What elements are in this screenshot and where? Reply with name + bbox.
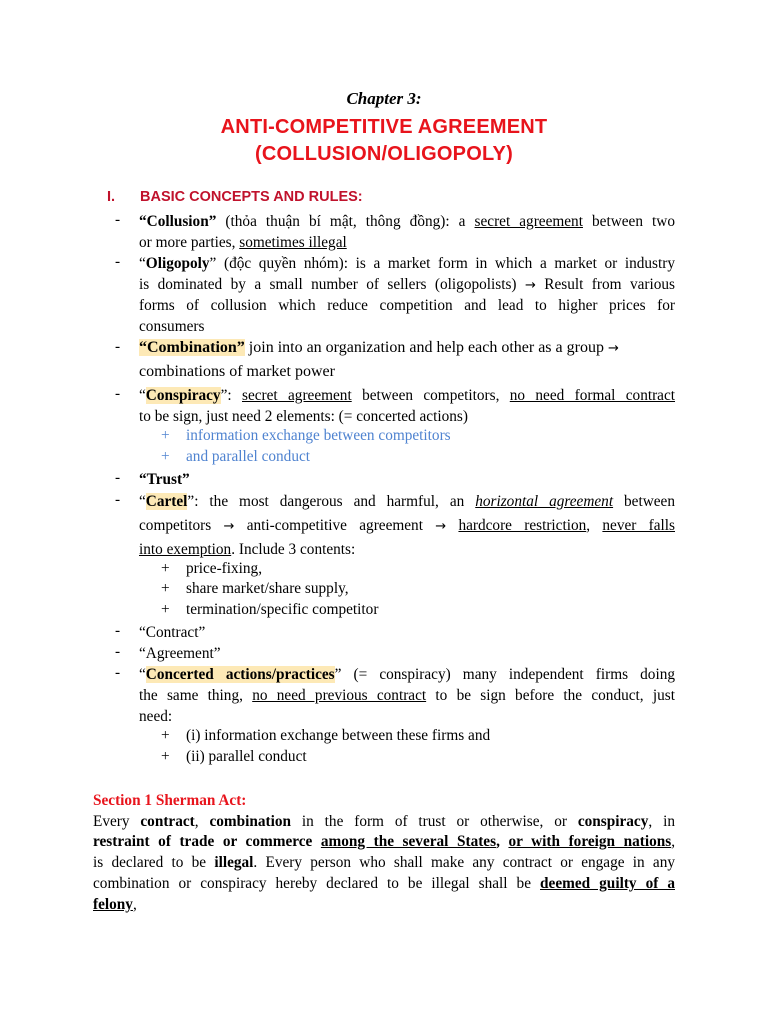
combination-line1: “Combination” join into an organization and help each other as a group →: [139, 339, 619, 356]
bullet-dash: -: [115, 338, 121, 355]
bullet-plus: +: [161, 448, 170, 465]
bullet-dash: -: [115, 469, 121, 486]
concerted-item: (i) information exchange between these firms and: [186, 727, 491, 744]
sherman-line2: restraint of trade or commerce among the several States, or with foreign nations,: [93, 833, 676, 850]
oligopoly-line3: forms of collusion which reduce competition and lead to higher prices for: [139, 297, 675, 314]
collusion-line2: or more parties, sometimes illegal: [139, 234, 347, 251]
bullet-dash: -: [115, 643, 121, 660]
chapter-label: Chapter 3:: [346, 89, 422, 108]
section-number: I.: [107, 189, 116, 205]
conspiracy-line2: to be sign, just need 2 elements: (= concerted actions): [139, 408, 468, 425]
bullet-plus: +: [161, 580, 170, 597]
oligopoly-line4: consumers: [139, 318, 205, 335]
oligopoly-line2: is dominated by a small number of sellers (oligopolists) → Result from various: [139, 276, 675, 293]
sherman-heading: Section 1 Sherman Act:: [93, 792, 247, 809]
cartel-item: termination/specific competitor: [186, 601, 379, 618]
bullet-plus: +: [161, 748, 170, 765]
concerted-line1: “Concerted actions/practices” (= conspiracy) many independent firms doing: [139, 666, 675, 683]
agreement-line: “Agreement”: [139, 645, 221, 662]
cartel-line2: competitors → anti-competitive agreement → hardcore restriction, never falls: [139, 517, 675, 534]
sherman-line5: felony,: [93, 896, 137, 913]
conspiracy-sub1: information exchange between competitors: [186, 427, 451, 444]
bullet-dash: -: [115, 664, 121, 681]
cartel-item: share market/share supply,: [186, 580, 349, 597]
concerted-line3: need:: [139, 708, 173, 725]
combination-line2: combinations of market power: [139, 363, 335, 380]
cartel-line1: “Cartel”: the most dangerous and harmful, an horizontal agreement between: [139, 493, 675, 510]
chapter-title-line2: (COLLUSION/OLIGOPOLY): [255, 143, 513, 165]
sherman-line3: is declared to be illegal. Every person who shall make any contract or engage in any: [93, 854, 675, 871]
oligopoly-line1: “Oligopoly” (độc quyền nhóm): is a market form in which a market or industry: [139, 255, 675, 272]
bullet-plus: +: [161, 601, 170, 618]
concerted-line2: the same thing, no need previous contract to be sign before the conduct, just: [139, 687, 675, 704]
collusion-line1: “Collusion” (thỏa thuận bí mật, thông đồng): a secret agreement between two: [139, 213, 676, 230]
sherman-line4: combination or conspiracy hereby declared to be illegal shall be deemed guilty of a: [93, 875, 675, 892]
cartel-line3: into exemption. Include 3 contents:: [139, 541, 356, 558]
bullet-dash: -: [115, 211, 121, 228]
contract-line: “Contract”: [139, 624, 206, 641]
sherman-line1: Every contract, combination in the form of trust or otherwise, or conspiracy, in: [93, 813, 675, 830]
bullet-dash: -: [115, 622, 121, 639]
bullet-dash: -: [115, 491, 121, 508]
trust-line: “Trust”: [139, 471, 190, 488]
bullet-plus: +: [161, 427, 170, 444]
conspiracy-sub2: and parallel conduct: [186, 448, 311, 465]
bullet-plus: +: [161, 727, 170, 744]
concerted-item: (ii) parallel conduct: [186, 748, 307, 765]
section-title: BASIC CONCEPTS AND RULES:: [140, 189, 363, 205]
cartel-item: price-fixing,: [186, 560, 263, 577]
conspiracy-line1: “Conspiracy”: secret agreement between competitors, no need formal contract: [139, 387, 676, 404]
section-heading: [107, 189, 363, 205]
bullet-dash: -: [115, 385, 121, 402]
bullet-plus: +: [161, 560, 170, 577]
bullet-dash: -: [115, 253, 121, 270]
chapter-title-line1: ANTI-COMPETITIVE AGREEMENT: [220, 116, 548, 138]
